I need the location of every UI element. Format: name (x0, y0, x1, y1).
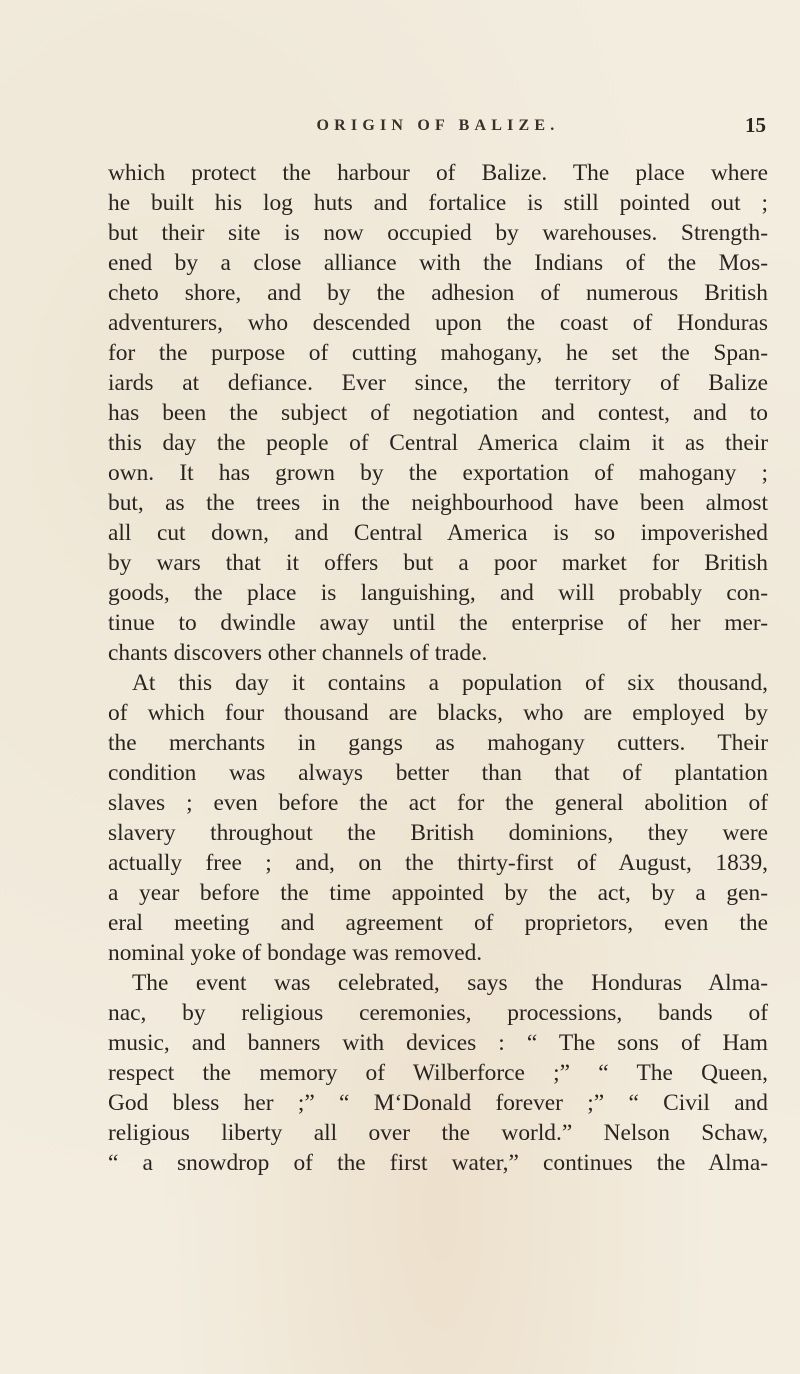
text-line: he built his log huts and fortalice is still pointed out ; (108, 190, 768, 216)
text-line: At this day it contains a population of six thousand, (132, 670, 768, 696)
text-line: nominal yoke of bondage was removed. (108, 940, 483, 966)
text-line: condition was always better than that of plantation (108, 760, 768, 786)
paragraph-3 (108, 968, 768, 1178)
text-line: iards at defiance. Ever since, the territory of Balize (108, 370, 768, 396)
running-head (110, 113, 766, 141)
text-line: of which four thousand are blacks, who are employed by (108, 700, 768, 726)
running-title: ORIGIN OF BALIZE. (316, 117, 560, 134)
text-line: but, as the trees in the neighbourhood have been almost (108, 490, 768, 516)
text-line: own. It has grown by the exportation of mahogany ; (108, 460, 768, 486)
text-line: which protect the harbour of Balize. The place where (108, 160, 768, 186)
text-line: God bless her ;” “ M‘Donald forever ;” “ Civil and (108, 1090, 768, 1116)
text-line: this day the people of Central America claim it as their (108, 430, 768, 456)
text-line: slavery throughout the British dominions, they were (108, 820, 768, 846)
paragraph-2 (108, 668, 768, 968)
text-line: adventurers, who descended upon the coast of Honduras (108, 310, 768, 336)
text-line: slaves ; even before the act for the general abolition of (108, 790, 768, 816)
text-line: tinue to dwindle away until the enterprise of her mer- (108, 610, 768, 636)
text-line: goods, the place is languishing, and will probably con- (108, 580, 768, 606)
paragraph-1 (108, 158, 768, 668)
text-line: the merchants in gangs as mahogany cutters. Their (108, 730, 768, 756)
text-line: but their site is now occupied by warehouses. Strength- (108, 220, 768, 246)
text-line: The event was celebrated, says the Honduras Alma- (132, 970, 768, 996)
body-text (108, 158, 768, 1178)
text-line: ened by a close alliance with the Indians of the Mos- (108, 250, 768, 276)
text-line: eral meeting and agreement of proprietors, even the (108, 910, 768, 936)
text-line: cheto shore, and by the adhesion of numerous British (108, 280, 768, 306)
page-number: 15 (745, 113, 766, 137)
text-line: chants discovers other channels of trade. (108, 640, 488, 666)
text-line: “ a snowdrop of the first water,” continues the Alma- (108, 1150, 768, 1176)
text-line: for the purpose of cutting mahogany, he set the Span- (108, 340, 768, 366)
text-line: respect the memory of Wilberforce ;” “ The Queen, (108, 1060, 768, 1086)
text-line: music, and banners with devices : “ The sons of Ham (108, 1030, 768, 1056)
text-line: has been the subject of negotiation and contest, and to (108, 400, 768, 426)
text-line: nac, by religious ceremonies, processions, bands of (108, 1000, 768, 1026)
text-line: religious liberty all over the world.” Nelson Schaw, (108, 1120, 768, 1146)
text-line: actually free ; and, on the thirty-first of August, 1839, (108, 850, 768, 876)
text-line: a year before the time appointed by the act, by a gen- (108, 880, 768, 906)
text-line: all cut down, and Central America is so impoverished (108, 520, 768, 546)
text-line: by wars that it offers but a poor market for British (108, 550, 768, 576)
